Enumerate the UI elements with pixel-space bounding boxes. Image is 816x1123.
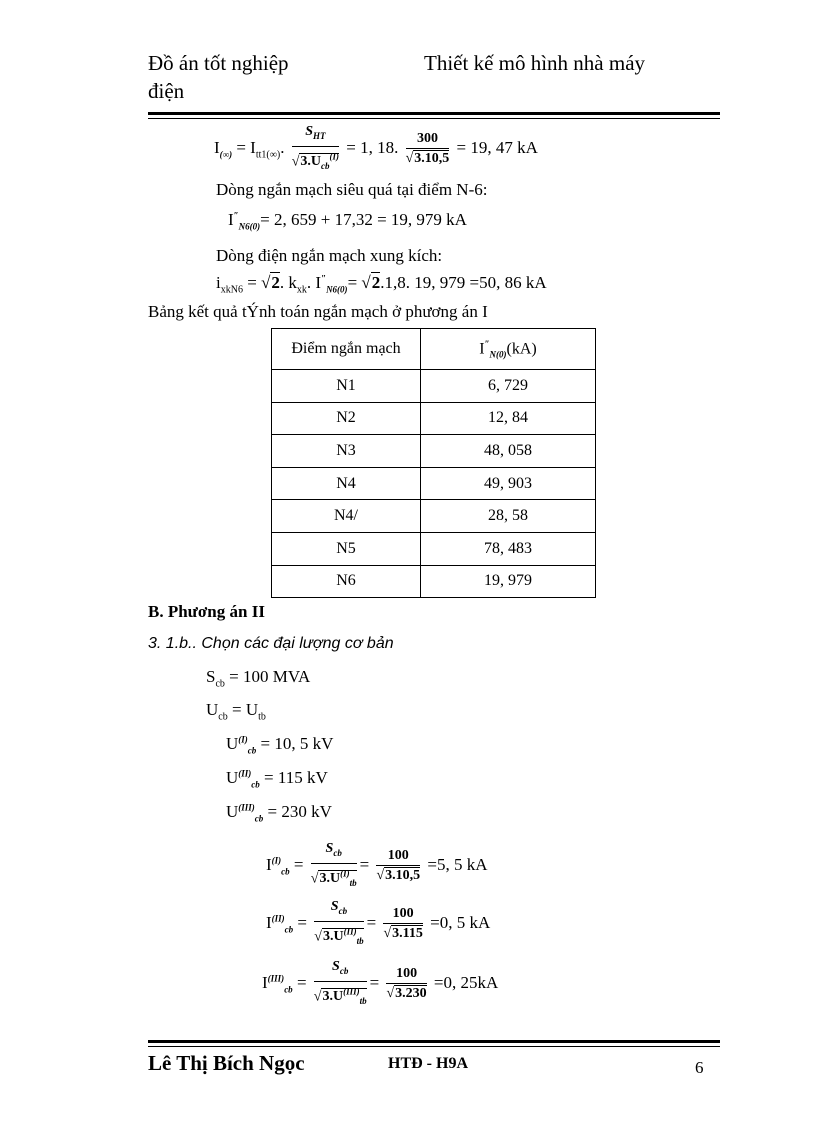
cell-value: 78, 483 xyxy=(421,532,596,565)
table-row xyxy=(272,402,596,435)
section-heading: B. Phương án II xyxy=(148,602,265,621)
equation-icb-1: $I^{(I)}_{cb}$ = $\frac{S_{cb}}{√3.U^{(I)}_{tb}}$ = $\frac{100}{√3.10,5}$ =5, 5 kA xyxy=(266,841,488,889)
table-row xyxy=(272,565,596,598)
col-header-point: Điểm ngắn mạch xyxy=(272,329,421,370)
subsection-heading: 3. 1.b.. Chọn các đại lượng cơ bản xyxy=(148,635,394,652)
cell-point: N6 xyxy=(272,565,421,598)
page-number: 6 xyxy=(695,1058,704,1077)
equation-u3: $U^{(III)}_{cb} = 230$ kV xyxy=(226,802,332,824)
cell-point: N4/ xyxy=(272,500,421,533)
text-sieu-qua: Dòng ngắn mạch siêu quá tại điểm N-6: xyxy=(216,180,488,199)
equation-icb-2: $I^{(II)}_{cb}$ = $\frac{S_{cb}}{√3.U^{(II)}_{tb}}$ = $\frac{100}{√3.115}$ =0, 5 kA xyxy=(266,899,491,947)
footer-rule-thin xyxy=(148,1046,720,1047)
footer-author: Lê Thị Bích Ngọc xyxy=(148,1051,305,1075)
results-table xyxy=(271,328,596,598)
table-header-row xyxy=(272,329,596,370)
cell-point: N2 xyxy=(272,402,421,435)
table-row xyxy=(272,467,596,500)
footer-rule-thick xyxy=(148,1040,720,1043)
footer-class: HTĐ - H9A xyxy=(388,1055,468,1072)
table-row xyxy=(272,435,596,468)
equation-u2: $U^{(II)}_{cb} = 115$ kV xyxy=(226,768,328,790)
cell-point: N1 xyxy=(272,370,421,403)
text-xung-kich: Dòng điện ngắn mạch xung kích: xyxy=(216,246,443,265)
col-header-current: $I''_{N(0)}(kA)$ xyxy=(421,329,596,370)
cell-point: N5 xyxy=(272,532,421,565)
table-row xyxy=(272,500,596,533)
header-left: Đồ án tốt nghiệp xyxy=(148,51,289,75)
cell-point: N4 xyxy=(272,467,421,500)
header-right: Thiết kế mô hình nhà máy xyxy=(424,51,646,75)
table-row xyxy=(272,532,596,565)
fraction-300: $\frac{300}{√3.10,5}$ xyxy=(405,131,450,167)
cell-point: N3 xyxy=(272,435,421,468)
equation-ucb: $U_{cb} = U_{tb}$ xyxy=(206,700,266,723)
header-rule-thin xyxy=(148,118,720,119)
equation-xung-kich: $i_{xkN6} = √2$. $k_{xk}$. $I''_{N6(0)}= √2.1,8$. 19, 979 =50, 86 kA xyxy=(216,273,547,296)
fraction-sht: $\frac{S_{HT}}{√3.U_{cb}^{(I)}}$ xyxy=(291,124,340,172)
equation-scb: $S_{cb} = 100$ MVA xyxy=(206,667,311,690)
table-caption: Bảng kết quả tÝnh toán ngắn mạch ở phương án I xyxy=(148,302,488,321)
cell-value: 12, 84 xyxy=(421,402,596,435)
equation-u1: $U^{(I)}_{cb} = 10$, 5 kV xyxy=(226,734,334,756)
header-rule-thick xyxy=(148,112,720,115)
table-row xyxy=(272,370,596,403)
cell-value: 6, 729 xyxy=(421,370,596,403)
cell-value: 49, 903 xyxy=(421,467,596,500)
cell-value: 19, 979 xyxy=(421,565,596,598)
cell-value: 28, 58 xyxy=(421,500,596,533)
equation-i-infinity: $I_{(\infty)} = I_{tt1(\infty)}$. $\frac{S_{HT}}{√3.U_{cb}^{(I)}}$ = 1, 18. $\frac{300}{√3.10,5}$ = 19, 47 kA xyxy=(214,123,538,175)
equation-icb-3: $I^{(III)}_{cb}$ = $\frac{S_{cb}}{√3.U^{(III)}_{tb}}$ = $\frac{100}{√3.230}$ =0, 25kA xyxy=(262,959,499,1007)
cell-value: 48, 058 xyxy=(421,435,596,468)
equation-n6: $I''_{N6(0)}= 2$, 659 + 17,32 = 19, 979 kA xyxy=(228,210,467,232)
header-left-cont: điện xyxy=(148,79,185,103)
